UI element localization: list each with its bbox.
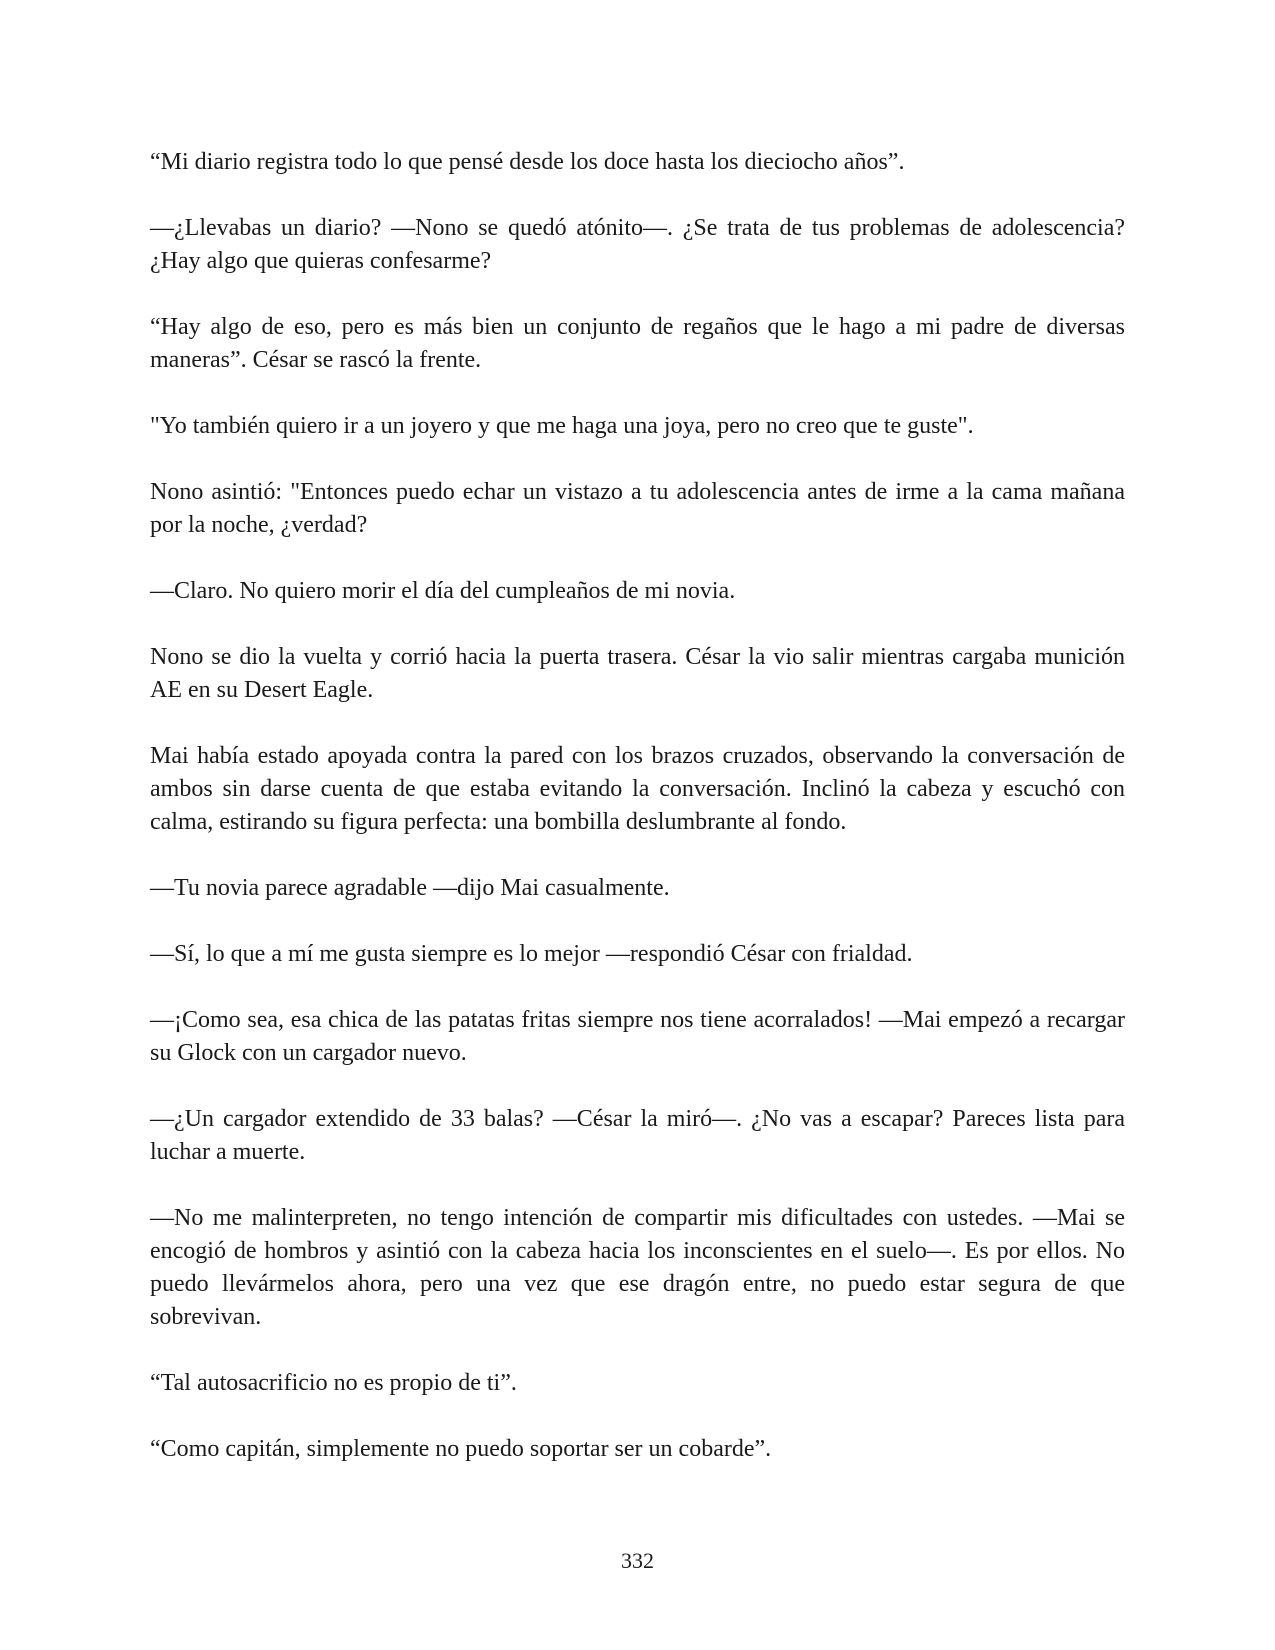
- paragraph: —¡Como sea, esa chica de las patatas fritas siempre nos tiene acorralados! —Mai empezó a recargar su Glock con un cargador nuevo.: [150, 1007, 1125, 1066]
- paragraph: —¿Llevabas un diario? —Nono se quedó atónito—. ¿Se trata de tus problemas de adolescencia? ¿Hay algo que quieras confesarme?: [150, 215, 1125, 274]
- paragraph: —¿Un cargador extendido de 33 balas? —César la miró—. ¿No vas a escapar? Pareces lista para luchar a muerte.: [150, 1106, 1125, 1165]
- paragraph: Mai había estado apoyada contra la pared con los brazos cruzados, observando la conversación de ambos sin darse cuenta de que estaba evitando la conversación. Inclinó la cabeza y escuchó con calma, estirando su figura perfecta: una bombilla deslumbrante al fondo.: [150, 743, 1125, 835]
- paragraph: “Como capitán, simplemente no puedo soportar ser un cobarde”.: [150, 1436, 772, 1462]
- page-number: 332: [621, 1548, 654, 1573]
- paragraph: —Claro. No quiero morir el día del cumpleaños de mi novia.: [150, 578, 736, 604]
- paragraph: —Tu novia parece agradable —dijo Mai casualmente.: [150, 875, 670, 901]
- body-text: [150, 146, 1125, 1499]
- paragraph: “Mi diario registra todo lo que pensé desde los doce hasta los dieciocho años”.: [150, 149, 905, 175]
- paragraph: —No me malinterpreten, no tengo intención de compartir mis dificultades con ustedes. —Mai se encogió de hombros y asintió con la cabeza hacia los inconscientes en el suelo—. Es por ellos. No puedo llevármelos ahora, pero una vez que ese dragón entre, no puedo estar segura de que sobrevivan.: [150, 1205, 1125, 1330]
- paragraph: “Hay algo de eso, pero es más bien un conjunto de regaños que le hago a mi padre de diversas maneras”. César se rascó la frente.: [150, 314, 1125, 373]
- paragraph: Nono se dio la vuelta y corrió hacia la puerta trasera. César la vio salir mientras cargaba munición AE en su Desert Eagle.: [150, 644, 1125, 703]
- paragraph: “Tal autosacrificio no es propio de ti”.: [150, 1370, 517, 1396]
- paragraph: Nono asintió: "Entonces puedo echar un vistazo a tu adolescencia antes de irme a la cama mañana por la noche, ¿verdad?: [150, 479, 1125, 538]
- paragraph: "Yo también quiero ir a un joyero y que me haga una joya, pero no creo que te guste".: [150, 413, 974, 439]
- paragraph: —Sí, lo que a mí me gusta siempre es lo mejor —respondió César con frialdad.: [150, 941, 913, 967]
